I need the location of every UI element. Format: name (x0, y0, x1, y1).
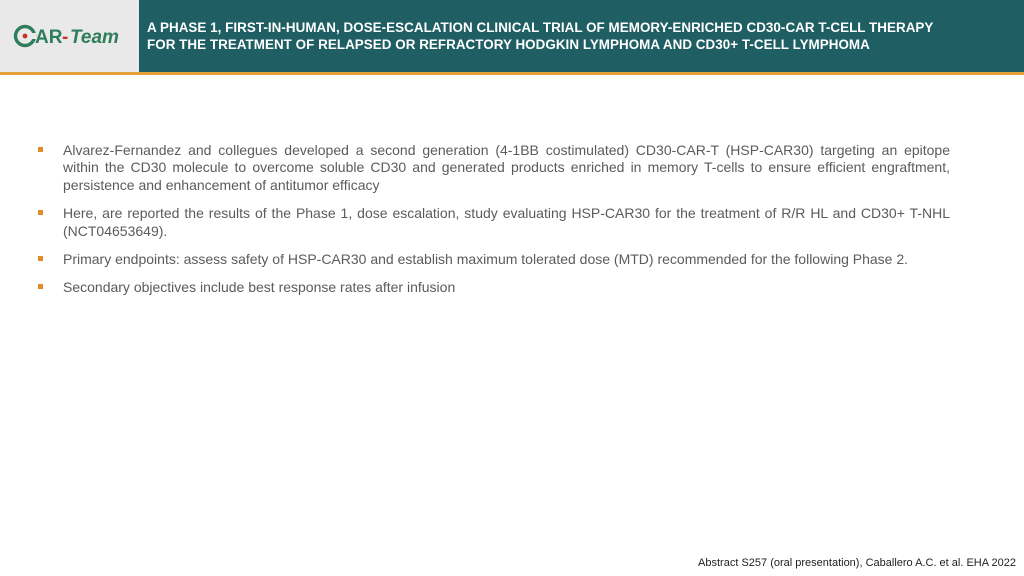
bullet-item-2 (38, 205, 950, 240)
square-bullet-icon (38, 147, 43, 152)
bullet-item-4 (38, 279, 950, 296)
title-line-2: FOR THE TREATMENT OF RELAPSED OR REFRACTORY HODGKIN LYMPHOMA AND CD30+ T-CELL LYMPHOMA (147, 37, 870, 52)
square-bullet-icon (38, 210, 43, 215)
svg-text:AR: AR (34, 27, 62, 48)
square-bullet-icon (38, 284, 43, 289)
slide-header (0, 0, 1024, 72)
bullet-text-1: Alvarez-Fernandez and collegues developed a second generation (4-1BB costimulated) CD30-CAR-T (HSP-CAR30) targeting an epitope within the CD30 molecule to overcome soluble CD30 and generated products enriched in memory T-cells to ensure efficient engraftment, persistence and enhancement of antitumor efficacy (63, 142, 950, 193)
bullet-text-4: Secondary objectives include best response rates after infusion (63, 279, 456, 296)
bullet-text-2: Here, are reported the results of the Phase 1, dose escalation, study evaluating HSP-CAR30 for the treatment of R/R HL and CD30+ T-NHL (NCT04653649). (63, 205, 950, 239)
square-bullet-icon (38, 256, 43, 261)
bullet-list (38, 142, 950, 308)
bullet-item-3 (38, 251, 950, 268)
header-accent-bar (0, 72, 1024, 75)
footer-reference: Abstract S257 (oral presentation), Caballero A.C. et al. EHA 2022 (698, 557, 1016, 569)
svg-text:Team: Team (69, 27, 119, 48)
title-line-1: A PHASE 1, FIRST-IN-HUMAN, DOSE-ESCALATION CLINICAL TRIAL OF MEMORY-ENRICHED CD30-CAR T-CELL THERAPY (147, 20, 934, 35)
bullet-text-3: Primary endpoints: assess safety of HSP-CAR30 and establish maximum tolerated dose (MTD) recommended for the following Phase 2. (63, 251, 909, 268)
svg-text:-: - (61, 27, 68, 48)
bullet-item-1 (38, 142, 950, 194)
slide-title (139, 0, 1024, 72)
logo-area (0, 0, 139, 72)
car-team-logo (13, 21, 131, 51)
